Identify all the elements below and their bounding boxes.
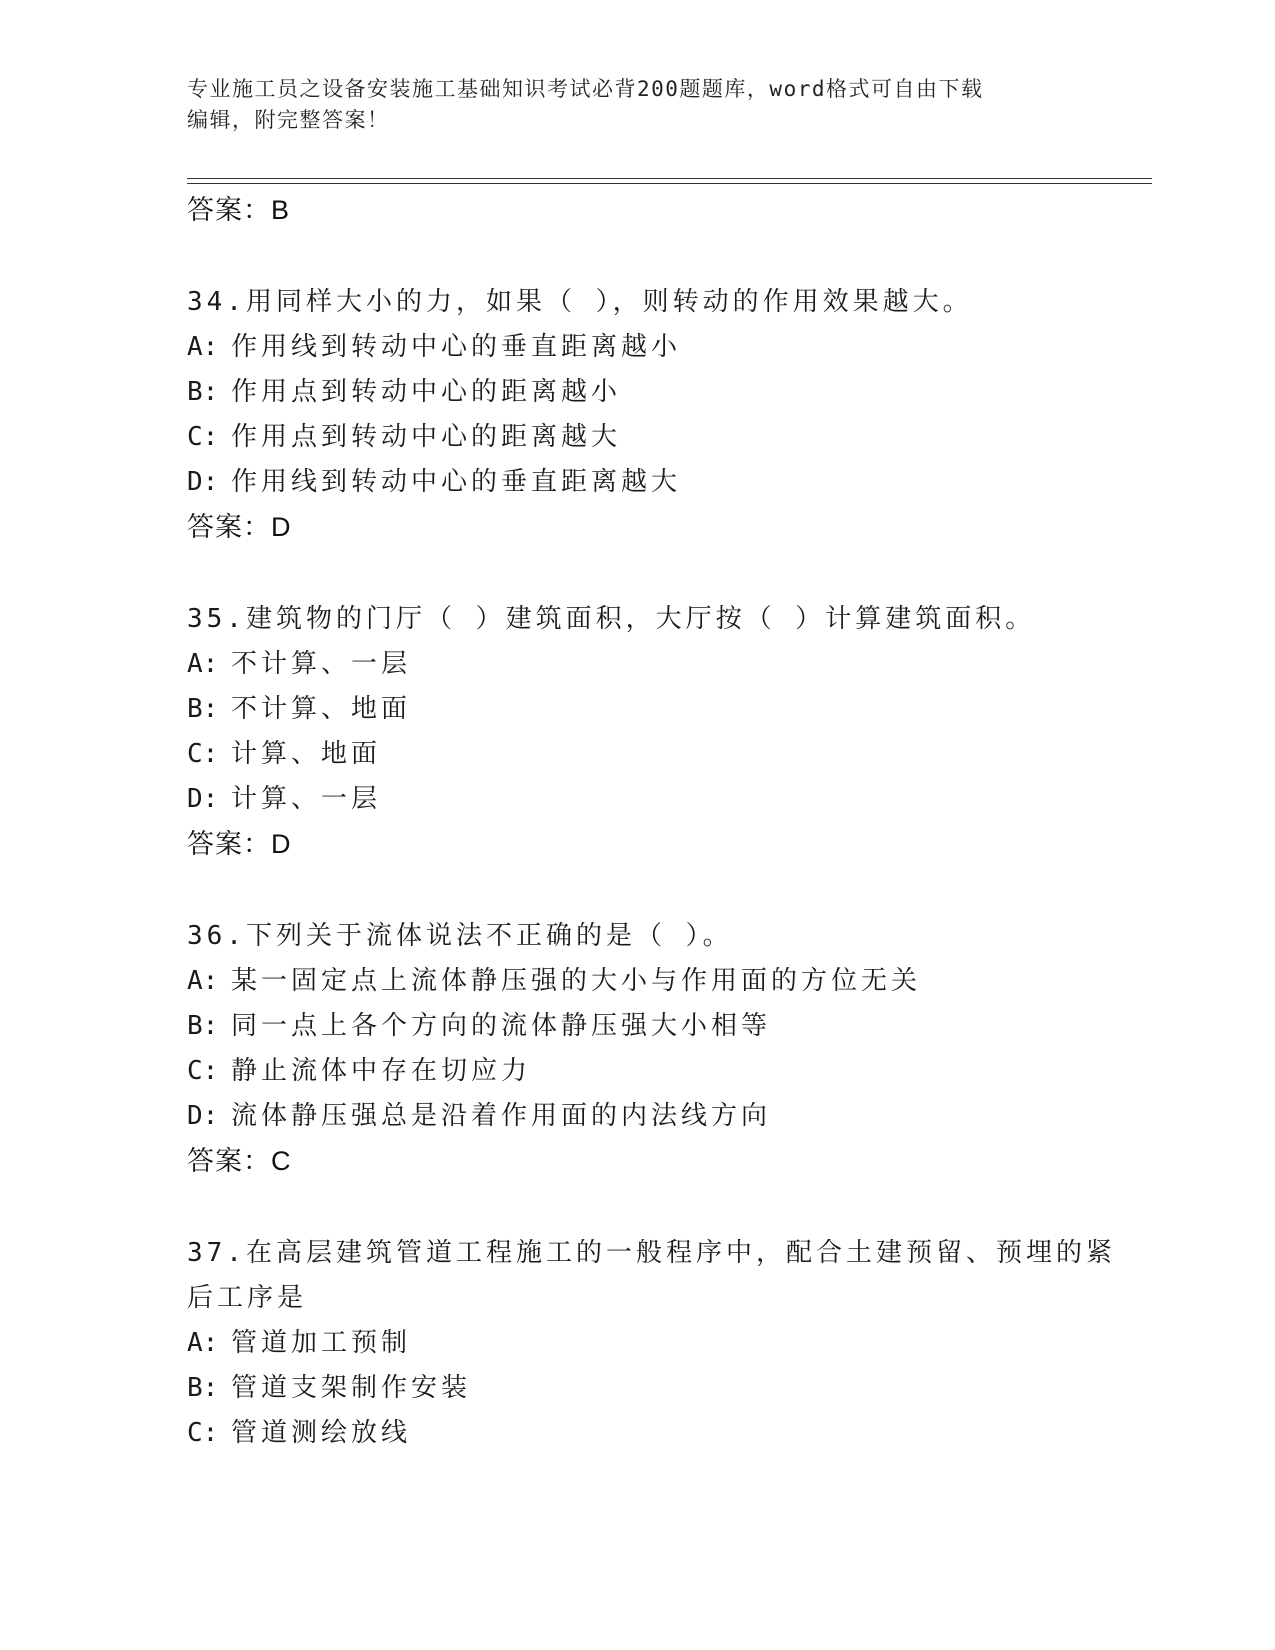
question-text: 36.下列关于流体说法不正确的是（ ）。 [187, 921, 733, 951]
question-37 [187, 1231, 1147, 1456]
answer-line: 答案：D [187, 829, 292, 859]
option-letter: A: [187, 1328, 219, 1358]
spacer [187, 1184, 1147, 1231]
option-letter: A: [187, 649, 219, 679]
option-letter: D: [187, 1101, 219, 1131]
option-c [187, 1411, 1147, 1456]
option-c [187, 732, 1147, 777]
option-letter: D: [187, 784, 219, 814]
option-letter: C: [187, 1418, 219, 1448]
spacer [187, 550, 1147, 597]
option-d [187, 777, 1147, 822]
header-divider-top [187, 178, 1152, 179]
option-a [187, 642, 1147, 687]
option-a [187, 1321, 1147, 1366]
option-text: 同一点上各个方向的流体静压强大小相等 [231, 1011, 772, 1041]
answer-line: 答案：B [187, 195, 291, 225]
option-text: 计算、一层 [231, 784, 382, 814]
option-c [187, 1049, 1147, 1094]
option-text: 作用线到转动中心的垂直距离越大 [231, 467, 682, 497]
option-letter: B: [187, 377, 219, 407]
header-line-2: 编辑，附完整答案！ [187, 108, 390, 132]
option-a [187, 959, 1147, 1004]
option-c [187, 415, 1147, 460]
option-letter: B: [187, 694, 219, 724]
question-35 [187, 597, 1147, 867]
question-text: 37.在高层建筑管道工程施工的一般程序中，配合土建预留、预埋的紧 [187, 1238, 1116, 1268]
spacer [187, 233, 1147, 280]
option-text: 作用点到转动中心的距离越小 [231, 377, 622, 407]
option-text: 作用线到转动中心的垂直距离越小 [231, 332, 682, 362]
answer-line: 答案：D [187, 512, 292, 542]
option-text: 不计算、一层 [231, 649, 412, 679]
option-text: 管道测绘放线 [231, 1418, 412, 1448]
option-letter: A: [187, 966, 219, 996]
option-letter: B: [187, 1011, 219, 1041]
option-b [187, 370, 1147, 415]
option-d [187, 460, 1147, 505]
question-list [187, 188, 1147, 1456]
spacer [187, 867, 1147, 914]
answer-line: 答案：C [187, 1146, 292, 1176]
header-divider-bottom [187, 183, 1152, 184]
option-b [187, 687, 1147, 732]
option-text: 某一固定点上流体静压强的大小与作用面的方位无关 [231, 966, 922, 996]
option-letter: A: [187, 332, 219, 362]
question-text: 34.用同样大小的力，如果（ ），则转动的作用效果越大。 [187, 287, 973, 317]
option-b [187, 1366, 1147, 1411]
header-line-1: 专业施工员之设备安装施工基础知识考试必背200题题库，word格式可自由下载 [187, 77, 984, 101]
option-letter: C: [187, 422, 219, 452]
question-34 [187, 280, 1147, 550]
option-text: 不计算、地面 [231, 694, 412, 724]
option-text: 流体静压强总是沿着作用面的内法线方向 [231, 1101, 772, 1131]
option-text: 静止流体中存在切应力 [231, 1056, 532, 1086]
page-header [187, 74, 1087, 136]
question-text: 35.建筑物的门厅（ ）建筑面积，大厅按（ ）计算建筑面积。 [187, 604, 1036, 634]
option-text: 作用点到转动中心的距离越大 [231, 422, 622, 452]
option-text: 管道支架制作安装 [231, 1373, 472, 1403]
question-text-continued: 后工序是 [187, 1283, 308, 1313]
option-d [187, 1094, 1147, 1139]
option-text: 管道加工预制 [231, 1328, 412, 1358]
option-text: 计算、地面 [231, 739, 382, 769]
option-b [187, 1004, 1147, 1049]
option-letter: D: [187, 467, 219, 497]
option-letter: C: [187, 1056, 219, 1086]
option-letter: B: [187, 1373, 219, 1403]
option-letter: C: [187, 739, 219, 769]
option-a [187, 325, 1147, 370]
question-36 [187, 914, 1147, 1184]
